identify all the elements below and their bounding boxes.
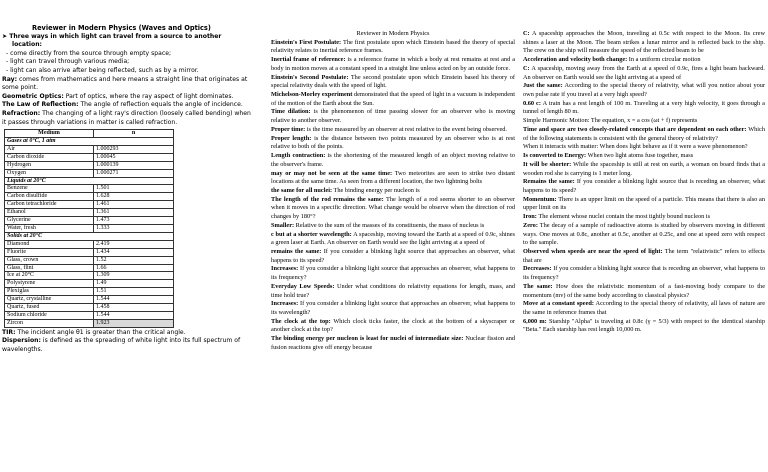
medium-cell: Quartz, crystalline <box>5 296 94 304</box>
medium-cell: Glass, crown <box>5 256 94 264</box>
qa-item <box>271 170 515 187</box>
definition-text: The changing of a light ray's direction (loosely called bending) when it passes through variations in matter is called refraction. <box>2 109 251 126</box>
qa-item-term: Proper time: <box>271 125 306 133</box>
table-section-row <box>5 232 174 240</box>
qa-item <box>271 231 515 248</box>
qa-item <box>271 265 515 282</box>
qa-item-term: Michelson-Morley experiment <box>271 91 353 99</box>
qa-item-term: 6,000 m: <box>523 317 547 325</box>
qa-item <box>523 30 765 56</box>
table-row <box>5 264 174 272</box>
qa-item-text: demonstrated that the speed of light in a vacuum is independent of the motion of the Earth about the Sun. <box>271 91 515 107</box>
index-cell: 1.000271 <box>94 169 174 177</box>
qa-item-text: If you consider a blinking light source that approaches an observer, what happens to its speed? <box>271 247 515 264</box>
qa-item-term: the same for all nuclei: <box>271 186 333 194</box>
table-row <box>5 319 174 327</box>
definition <box>2 93 252 102</box>
medium-cell: Benzene <box>5 185 94 193</box>
qa-item-term: Einstein's First Postulate: <box>271 38 342 46</box>
table-section-row <box>5 177 174 185</box>
index-cell: 1.000139 <box>94 161 174 169</box>
index-cell: 1.628 <box>94 193 174 201</box>
index-cell: 1.000293 <box>94 145 174 153</box>
index-cell: 1.434 <box>94 248 174 256</box>
table-row <box>5 161 174 169</box>
qa-item-text: Which clock ticks faster, the clock at the bottom of a skyscraper or another clock at the top? <box>271 317 515 334</box>
index-cell: 2.419 <box>94 240 174 248</box>
intro-bullets <box>2 33 252 76</box>
qa-item-text: Simple Harmonic Motion: The equation, x = a cos (ωt + f) represents <box>523 117 698 125</box>
medium-cell: Carbon dioxide <box>5 153 94 161</box>
qa-item-text: is the distance between two points measured by an observer who is at rest relative to both of the points. <box>271 134 515 151</box>
qa-item-term: may or may not be seen at the same time: <box>271 169 393 177</box>
qa-item-text: While the spaceship is still at rest on earth, a woman on board finds that a wooden rod she is carrying is 1 meter long. <box>523 160 765 177</box>
medium-cell: Polystyrene <box>5 280 94 288</box>
qa-item-text: is the shortening of the measured length of an object moving relative to the observer's frame. <box>271 152 515 168</box>
middle-title: Reviewer in Modern Physics <box>356 30 430 37</box>
qa-item-term: C: <box>523 30 530 37</box>
qa-item-text: When it interacts with matter: When does light behave as if it were a wave phenomenon? <box>523 143 748 151</box>
qa-item-text: If you consider a blinking light source that approaches an observer, what happens to its frequency? <box>271 265 515 282</box>
qa-item <box>523 56 765 65</box>
middle-column <box>271 30 515 472</box>
definition <box>2 329 252 338</box>
qa-item-text: The length of a rod seems shorter to an observer when it moves in a specific direction. What change would be observe when the direction of rod changes by 180°? <box>271 195 515 221</box>
qa-item <box>271 248 515 265</box>
index-cell: 1.461 <box>94 201 174 209</box>
qa-item-text: The first postulate upon which Einstein based the theory of special relativity relates to inertial reference frames. <box>271 38 515 55</box>
table-row <box>5 272 174 280</box>
left-title: Reviewer in Modern Physics (Waves and Optics) <box>32 24 211 32</box>
qa-item-term: Length contraction: <box>271 152 326 160</box>
qa-item-text: A train has a rest length of 100 m. Traveling at a very high velocity, it goes through a tunnel of length 80 m. <box>523 99 765 116</box>
intro-bullet: - light can travel through various media; <box>6 58 130 66</box>
index-cell: 1.544 <box>94 311 174 319</box>
medium-cell: Ethanol <box>5 209 94 217</box>
index-cell: 1.51 <box>94 288 174 296</box>
qa-item <box>523 213 765 222</box>
qa-item <box>523 100 765 117</box>
qa-item-term: The clock at the top: <box>271 317 331 325</box>
qa-item <box>523 161 765 178</box>
qa-item <box>523 65 765 82</box>
qa-item-text: The second postulate upon which Einstein based his theory of special relativity deals with the speed of light. <box>271 73 515 90</box>
index-cell: 1.501 <box>94 185 174 193</box>
qa-item <box>271 56 515 73</box>
table-row <box>5 288 174 296</box>
table-row <box>5 304 174 312</box>
qa-item <box>523 265 765 282</box>
left-column <box>2 24 252 464</box>
qa-item-text: Starship "Alpha" is traveling at 0.8c (γ = 5/3) with respect to the identical starship "Beta." Each starship has rest length 10,000 m. <box>523 317 765 334</box>
qa-item-text: is the phenomenon of time passing slower for an observer who is moving relative to another observer. <box>271 108 515 125</box>
table-row <box>5 185 174 193</box>
qa-item-text: In a uniform circular motion <box>627 56 701 64</box>
qa-item <box>271 39 515 56</box>
index-cell: 1.52 <box>94 256 174 264</box>
qa-item-term: Move at a constant speed: <box>523 300 594 308</box>
qa-item-text: The binding energy per nucleon is <box>332 186 420 194</box>
table-row <box>5 225 174 233</box>
qa-item <box>523 82 765 99</box>
qa-item-text: When two light atoms fuse together, mass <box>586 152 694 160</box>
qa-item-text: According to the special theory of relativity, what will you notice about your own pulse rate if you travel at a very high speed? <box>523 82 765 99</box>
table-row <box>5 280 174 288</box>
medium-cell: Quartz, fused <box>5 304 94 312</box>
intro-bullet: - light can also arrive after being reflected, such as by a mirror. <box>6 66 199 74</box>
qa-item-text: Which of the following statements is consistent with the general theory of relativity? <box>523 125 765 142</box>
qa-item-term: Inertial frame of reference: <box>271 56 346 64</box>
medium-cell: Oxygen <box>5 169 94 177</box>
qa-item-term: Proper length: <box>271 134 312 142</box>
table-section-label: Liquids at 20°C <box>5 177 174 185</box>
qa-item-term: Increases: <box>271 265 299 273</box>
table-header-row <box>5 130 174 138</box>
right-column <box>523 30 765 472</box>
qa-item-term: Decreases: <box>523 265 552 273</box>
table-section-label: Solids at 20°C <box>5 232 174 240</box>
index-cell: 1.923 <box>94 319 174 327</box>
qa-item <box>523 248 765 265</box>
qa-item-term: Time dilation: <box>271 108 311 116</box>
qa-item <box>271 196 515 222</box>
qa-item-text: Two meteorites are seen to strike two distant locations at the same time. As seen from a different location, the two lightning bolts <box>271 169 515 186</box>
left-definitions <box>2 76 252 128</box>
qa-item <box>271 222 515 231</box>
qa-item-term: Observed when speeds are near the speed of light: <box>523 247 663 255</box>
definition-term: Refraction: <box>2 109 41 117</box>
qa-item-term: Just the same: <box>523 82 563 90</box>
qa-item <box>271 318 515 335</box>
qa-item-text: There is an upper limit on the speed of a particle. This means that there is also an upper limit on its <box>523 195 765 212</box>
qa-item <box>523 143 765 152</box>
qa-item-term: The same: <box>523 282 553 290</box>
qa-item <box>271 126 515 135</box>
qa-item-text: Under what conditions do relativity equations for length, mass, and time hold true? <box>271 282 515 299</box>
qa-item-text: Nuclear fission and fusion reactions give off energy because <box>271 335 515 351</box>
right-definitions <box>523 30 765 335</box>
qa-item-text: The term "relativistic" refers to effects that are <box>523 247 765 264</box>
qa-item-term: Smaller: <box>271 221 295 229</box>
qa-item-text: If you consider a blinking light source that approaches an observer, what happens to its wavelength? <box>271 300 515 316</box>
definition-term: The Law of Reflection: <box>2 101 79 109</box>
qa-item-text: A spaceship, moving toward the Earth at a speed of 0.9c, shines a green laser at Earth. An observer on Earth would see the light arriving at a speed of <box>271 230 515 247</box>
qa-item-text: Relative to the sum of the masses of its constituents, the mass of nucleus is <box>294 221 485 229</box>
qa-item <box>271 152 515 169</box>
definition-text: The incident angle θ1 is greater than the critical angle. <box>15 328 186 336</box>
table-row <box>5 169 174 177</box>
qa-item-text: If you consider a blinking light source that is receding an observer, what happens to its frequency? <box>523 265 765 282</box>
refractive-index-table <box>4 129 174 328</box>
table-section-label: Gases at 0°C, 1 atm <box>5 138 174 146</box>
qa-item-term: c but at a shorter wavelength: <box>271 230 352 238</box>
medium-cell: Glycerine <box>5 217 94 225</box>
qa-item-term: Acceleration and velocity both change: <box>523 56 628 64</box>
table-row <box>5 311 174 319</box>
table-row <box>5 217 174 225</box>
qa-item <box>523 126 765 143</box>
qa-item-text: According to the special theory of relativity, all laws of nature are the same in reference frames that <box>523 300 765 316</box>
index-cell: 1.333 <box>94 225 174 233</box>
qa-item-term: Is converted to Energy: <box>523 152 587 160</box>
qa-item-term: C: <box>523 64 530 72</box>
medium-cell: Ice at 20°C <box>5 272 94 280</box>
definition-term: TIR: <box>2 328 16 336</box>
qa-item-term: remains the same: <box>271 247 322 255</box>
definition <box>2 337 252 354</box>
qa-item <box>523 152 765 161</box>
medium-cell: Hydrogen <box>5 161 94 169</box>
definition-text: Part of optics, where the ray aspect of light dominates. <box>63 92 234 100</box>
qa-item-text: is a reference frame in which a body at rest remains at rest and a body in motion moves at a constant speed in a straight line unless acted on by an outside force. <box>271 56 515 72</box>
definition-term: Dispersion: <box>2 337 41 345</box>
table-row <box>5 193 174 201</box>
qa-item-text: If you consider a blinking light source that is receding an observer, what happens to its speed? <box>523 178 765 194</box>
index-cell: 1.49 <box>94 280 174 288</box>
qa-item-term: Zero: <box>523 221 538 229</box>
qa-item-term: 0.60 c: <box>523 99 541 107</box>
qa-item <box>271 300 515 317</box>
index-cell: 1.544 <box>94 296 174 304</box>
qa-item-term: Increases: <box>271 300 299 308</box>
qa-item-term: The binding energy per nucleon is least for nuclei of intermediate size: <box>271 335 464 343</box>
qa-item <box>523 178 765 195</box>
qa-item-text: A spaceship, moving away from the Earth at a speed of 0.9c, fires a light beam backward. An observer on Earth would see the light arriving at a speed of <box>523 64 765 81</box>
medium-cell: Water, fresh <box>5 225 94 233</box>
index-cell: 1.473 <box>94 217 174 225</box>
qa-item-term: Iron: <box>523 213 537 221</box>
intro-bullet: ➤ Three ways in which light can travel from a source to another location: <box>2 32 222 49</box>
medium-cell: Zircon <box>5 319 94 327</box>
table-row <box>5 248 174 256</box>
definition-text: is defined as the spreading of white light into its full spectrum of wavelengths. <box>2 337 241 353</box>
qa-item <box>523 222 765 248</box>
qa-item-text: is the time measured by an observer at rest relative to the event being observed. <box>305 125 507 133</box>
definition <box>2 110 252 127</box>
qa-item-text: The element whose nuclei contain the most tightly bound nucleon is <box>536 213 711 221</box>
medium-cell: Air <box>5 145 94 153</box>
qa-item <box>271 108 515 125</box>
qa-item-term: Einstein's Second Postulate: <box>271 73 349 81</box>
intro-bullet: - come directly from the source through empty space; <box>6 49 172 57</box>
definition-term: Geometric Optics: <box>2 92 64 100</box>
definition-term: Ray: <box>2 75 18 83</box>
table-row <box>5 201 174 209</box>
qa-item-text: A spaceship approaches the Moon, traveling at 0.5c with respect to the Moon. Its crew shines a laser at the Moon. The beam strikes a lunar mirror and is reflected back to the ship. The crew on the ship will measure the speed of the reflected beam to be <box>523 30 765 55</box>
qa-item-text: The decay of a sample of radioactive atoms is studied by observers moving in different ways. One moves at 0.8c, another at 0.5c, another at 0.25c, and one at speed zero with respect to the sample. <box>523 221 765 247</box>
definition <box>2 76 252 93</box>
qa-item <box>271 74 515 91</box>
index-cell: 1.66 <box>94 264 174 272</box>
table-row <box>5 145 174 153</box>
qa-item <box>523 283 765 300</box>
table-row <box>5 209 174 217</box>
table-header-cell: n <box>94 130 174 138</box>
qa-item <box>523 196 765 213</box>
definition <box>2 101 252 110</box>
middle-definitions <box>271 39 515 353</box>
definition-text: The angle of reflection equals the angle of incidence. <box>78 101 243 109</box>
qa-item-term: Time and space are two closely-related concepts that are dependent on each other: <box>523 125 747 133</box>
qa-item <box>271 335 515 352</box>
qa-item <box>271 91 515 108</box>
index-cell: 1.00045 <box>94 153 174 161</box>
qa-item <box>271 135 515 152</box>
table-row <box>5 240 174 248</box>
index-cell: 1.458 <box>94 304 174 312</box>
qa-item-text: How does the relativistic momentum of a fast-moving body compare to the momentum (mv) of the same body according to classical physics? <box>523 282 765 299</box>
table-header-cell: Medium <box>5 130 94 138</box>
table-row <box>5 256 174 264</box>
index-cell: 1.361 <box>94 209 174 217</box>
medium-cell: Carbon disulfide <box>5 193 94 201</box>
table-section-row <box>5 138 174 146</box>
qa-item <box>523 117 765 126</box>
medium-cell: Sodium chloride <box>5 311 94 319</box>
qa-item-term: It will be shorter: <box>523 160 572 168</box>
qa-item <box>271 283 515 300</box>
qa-item <box>271 187 515 196</box>
table-row <box>5 153 174 161</box>
qa-item-term: Everyday Low Speeds: <box>271 282 335 290</box>
definition-text: comes from mathematics and here means a straight line that originates at some point. <box>2 75 248 92</box>
table-row <box>5 296 174 304</box>
medium-cell: Plexiglas <box>5 288 94 296</box>
qa-item-term: Remains the same: <box>523 178 575 186</box>
medium-cell: Carbon tetrachloride <box>5 201 94 209</box>
qa-item <box>523 300 765 317</box>
qa-item-term: Momentum: <box>523 195 557 203</box>
medium-cell: Glass, flint <box>5 264 94 272</box>
qa-item <box>523 318 765 335</box>
index-cell: 1.309 <box>94 272 174 280</box>
left-after-table <box>2 329 252 355</box>
medium-cell: Diamond <box>5 240 94 248</box>
medium-cell: Fluorite <box>5 248 94 256</box>
qa-item-term: The length of the rod remains the same: <box>271 195 384 203</box>
